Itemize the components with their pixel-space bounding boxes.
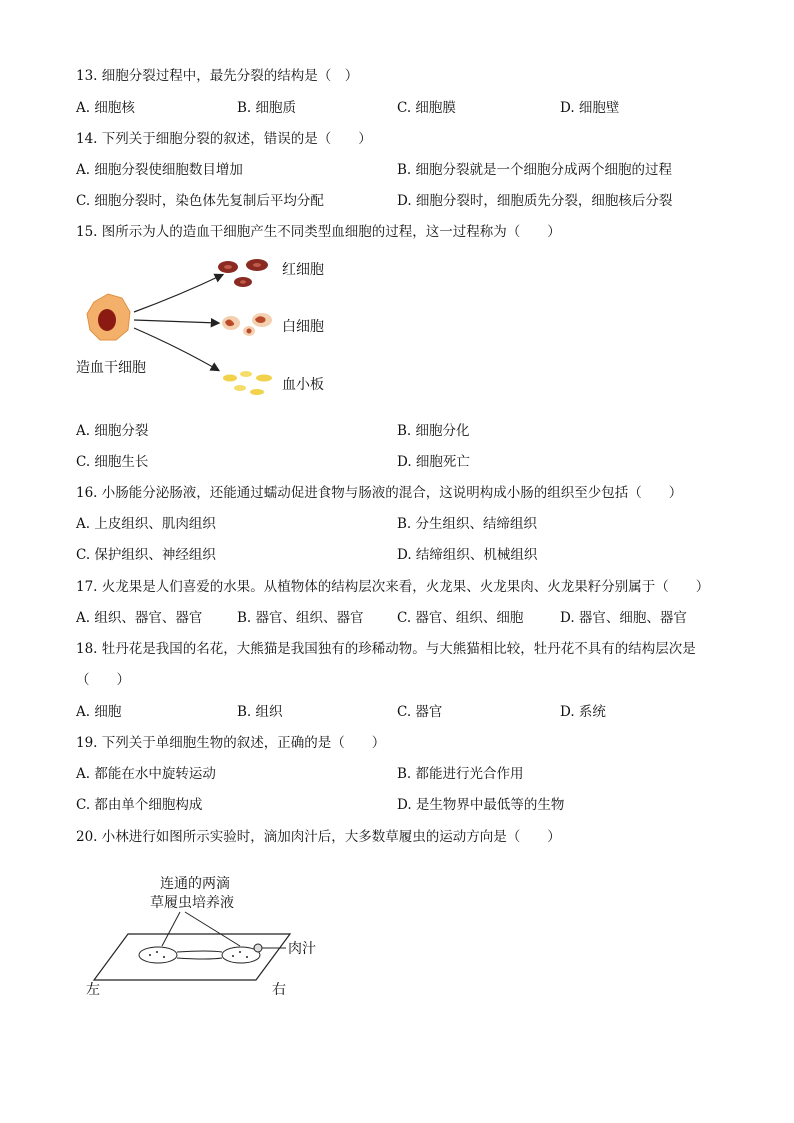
q17-option-b[interactable]: B. 器官、组织、器官 <box>237 610 364 626</box>
q18-stem-line2: （ ） <box>76 672 130 688</box>
q13-option-d[interactable]: D. 细胞壁 <box>560 100 620 116</box>
left-label: 左 <box>86 982 100 998</box>
red-cell-label: 红细胞 <box>282 262 324 278</box>
broth-label: 肉汁 <box>288 941 316 957</box>
stem-cell-icon <box>87 294 130 340</box>
paramecium-experiment-figure <box>80 868 350 1003</box>
pointer-right-icon <box>185 912 240 946</box>
q17-stem: 17. 火龙果是人们喜爱的水果。从植物体的结构层次来看，火龙果、火龙果肉、火龙果籽分别属于（ ） <box>76 579 710 595</box>
q13-option-b[interactable]: B. 细胞质 <box>237 100 297 116</box>
blood-cell-differentiation-figure <box>70 250 360 410</box>
q13-option-a[interactable]: A. 细胞核 <box>76 100 135 116</box>
red-cell-icon <box>218 259 268 287</box>
q17-option-a[interactable]: A. 组织、器官、器官 <box>76 610 203 626</box>
q19-option-c[interactable]: C. 都由单个细胞构成 <box>76 797 203 813</box>
q19-stem: 19. 下列关于单细胞生物的叙述，正确的是（ ） <box>76 735 386 751</box>
q15-option-b[interactable]: B. 细胞分化 <box>397 423 470 439</box>
q18-option-a[interactable]: A. 细胞 <box>76 704 122 720</box>
q14-option-d[interactable]: D. 细胞分裂时，细胞质先分裂，细胞核后分裂 <box>397 193 673 209</box>
arrow-to-red-icon <box>134 275 222 312</box>
right-label: 右 <box>272 982 286 998</box>
q16-option-a[interactable]: A. 上皮组织、肌肉组织 <box>76 516 216 532</box>
q14-option-b[interactable]: B. 细胞分裂就是一个细胞分成两个细胞的过程 <box>397 162 673 178</box>
q14-stem: 14. 下列关于细胞分裂的叙述，错误的是（ ） <box>76 131 372 147</box>
q13-stem: 13. 细胞分裂过程中，最先分裂的结构是（ ） <box>76 68 359 84</box>
q14-option-a[interactable]: A. 细胞分裂使细胞数目增加 <box>76 162 243 178</box>
arrow-to-platelet-icon <box>134 328 218 370</box>
q20-stem: 20. 小林进行如图所示实验时，滴加肉汁后，大多数草履虫的运动方向是（ ） <box>76 829 561 845</box>
white-cell-icon <box>222 313 272 336</box>
q13-option-c[interactable]: C. 细胞膜 <box>397 100 456 116</box>
q17-option-d[interactable]: D. 器官、细胞、器官 <box>560 610 687 626</box>
broth-drop-icon <box>254 944 262 952</box>
q18-option-d[interactable]: D. 系统 <box>560 704 606 720</box>
culture-label-line2: 草履虫培养液 <box>150 895 234 911</box>
q17-option-c[interactable]: C. 器官、组织、细胞 <box>397 610 524 626</box>
q16-stem: 16. 小肠能分泌肠液，还能通过蠕动促进食物与肠液的混合，这说明构成小肠的组织至少包括（ ） <box>76 485 683 501</box>
q15-stem: 15. 图所示为人的造血干细胞产生不同类型血细胞的过程，这一过程称为（ ） <box>76 224 561 240</box>
pointer-left-icon <box>162 912 180 946</box>
q16-option-d[interactable]: D. 结缔组织、机械组织 <box>397 547 538 563</box>
platelet-icon <box>223 371 272 395</box>
q19-option-b[interactable]: B. 都能进行光合作用 <box>397 766 524 782</box>
q18-option-c[interactable]: C. 器官 <box>397 704 443 720</box>
platelet-label: 血小板 <box>282 377 324 393</box>
q15-option-c[interactable]: C. 细胞生长 <box>76 454 149 470</box>
q15-option-a[interactable]: A. 细胞分裂 <box>76 423 149 439</box>
culture-label-line1: 连通的两滴 <box>160 876 230 892</box>
stem-cell-label: 造血干细胞 <box>76 360 146 376</box>
white-cell-label: 白细胞 <box>282 319 324 335</box>
q14-option-c[interactable]: C. 细胞分裂时，染色体先复制后平均分配 <box>76 193 324 209</box>
q18-stem-line1: 18. 牡丹花是我国的名花，大熊猫是我国独有的珍稀动物。与大熊猫相比较，牡丹花不具有的结构层次是 <box>76 641 696 657</box>
glass-slide-icon <box>94 934 290 980</box>
q19-option-a[interactable]: A. 都能在水中旋转运动 <box>76 766 216 782</box>
q16-option-b[interactable]: B. 分生组织、结缔组织 <box>397 516 538 532</box>
q19-option-d[interactable]: D. 是生物界中最低等的生物 <box>397 797 565 813</box>
q16-option-c[interactable]: C. 保护组织、神经组织 <box>76 547 216 563</box>
connected-drops-icon <box>139 947 260 963</box>
q18-option-b[interactable]: B. 组织 <box>237 704 283 720</box>
q15-option-d[interactable]: D. 细胞死亡 <box>397 454 470 470</box>
arrow-to-white-icon <box>134 320 218 323</box>
